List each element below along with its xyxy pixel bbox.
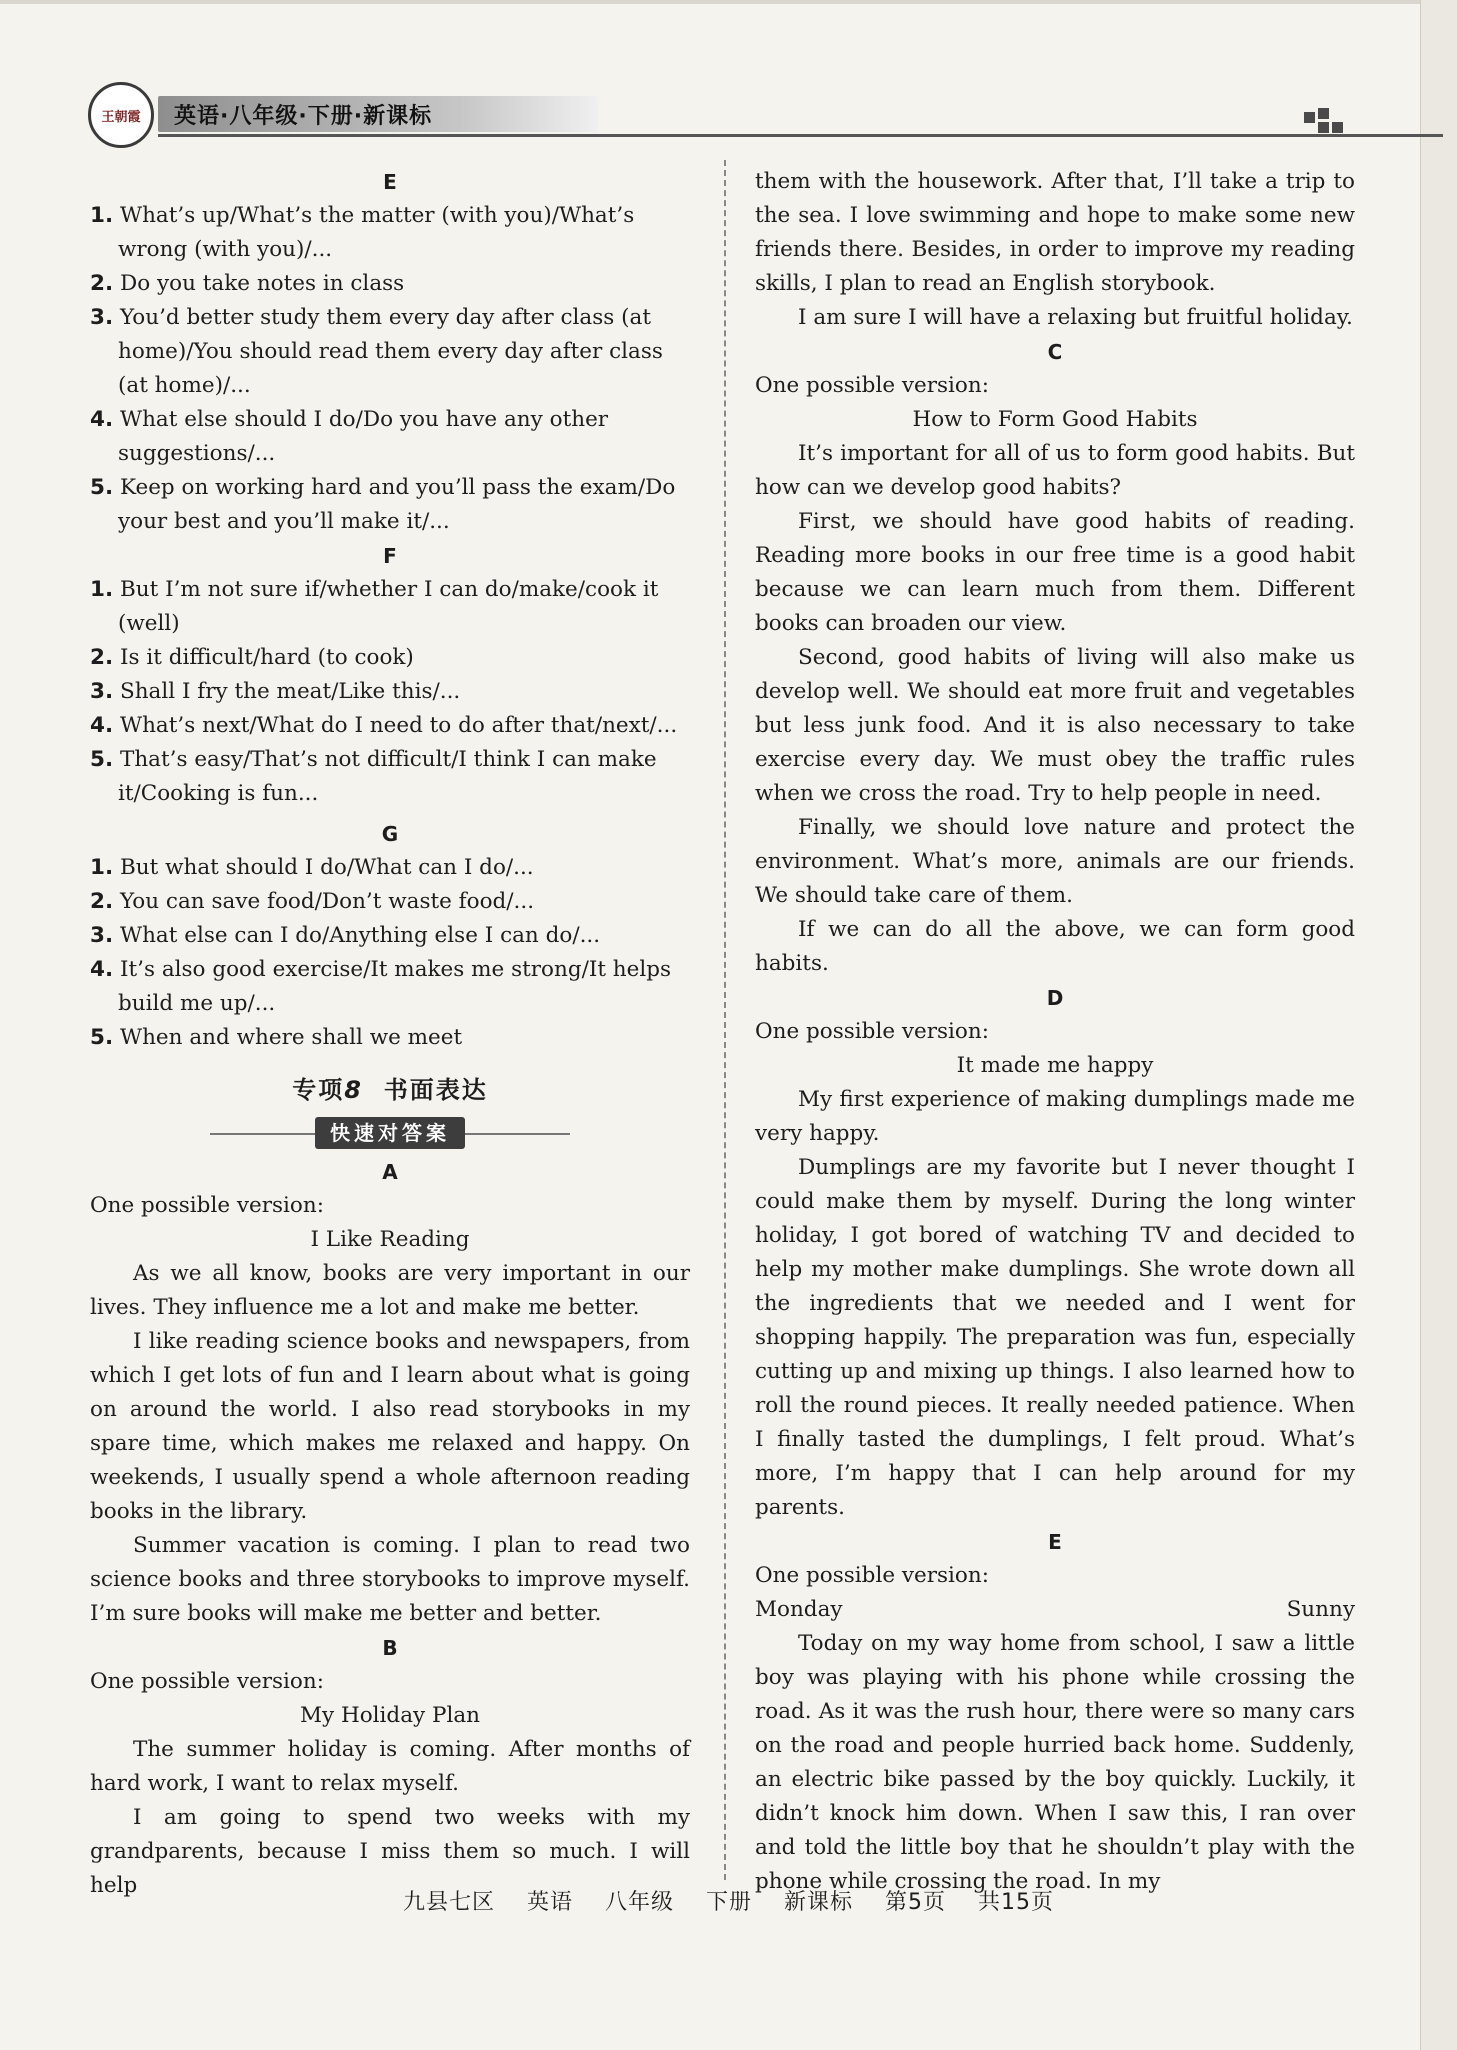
list-item: 1. But what should I do/What can I do/... [90,855,534,880]
essay-paragraph: Dumplings are my favorite but I never thought I could make them by myself. During the long winter holiday, I got bored of watching TV and decided to help my mother make dumplings. She wrote down all the ingredients that we needed and I went for shopping happily. The preparation was fun, especially cutting up and mixing up things. I also learned how to roll the round pieces. It really needed patience. When I finally tasted the dumplings, I felt proud. What’s more, I’m happy that I can help around for my parents. [755,1155,1355,1520]
essay-title: My Holiday Plan [299,1703,480,1728]
essay-paragraph: The summer holiday is coming. After months of hard work, I want to relax myself. [90,1737,690,1796]
list-item: 4. What else should I do/Do you have any other suggestions/... [90,407,609,466]
version-label: One possible version: [90,1193,324,1218]
answer-banner [210,1117,570,1151]
footer-region: 九县七区 [402,1890,495,1915]
essay-paragraph: Second, good habits of living will also make us develop well. We should eat more fruit and vegetables but less junk food. And it is also necessary to take exercise every day. We must obey the traffic rules when we cross the road. Try to help people in need. [755,645,1355,806]
footer-page: 第5页 [885,1890,947,1915]
section-letter-f: F [383,544,397,568]
topic-heading [90,1073,690,1107]
list-item: 1. What’s up/What’s the matter (with you)/What’s wrong (with you)/... [90,203,635,262]
essay-paragraph: First, we should have good habits of reading. Reading more books in our free time is a good habit because we can learn much from them. Different books can broaden our view. [755,509,1355,636]
section-letter-c: C [1047,340,1063,364]
essay-paragraph: Finally, we should love nature and protect the environment. What’s more, animals are our friends. We should take care of them. [755,815,1355,908]
decor-squares-icon [1304,108,1344,136]
essay-paragraph: I am going to spend two weeks with my grandparents, because I miss them so much. I will help [90,1805,690,1898]
section-e-list [90,199,690,539]
version-label: One possible version: [90,1669,324,1694]
list-item: 2. Do you take notes in class [90,271,405,296]
section-letter-g: G [381,822,399,846]
top-rule [0,0,1457,4]
topic-title: 书面表达 [383,1076,488,1104]
list-item: 5. That’s easy/That’s not difficult/I think I can make it/Cooking is fun... [90,747,657,806]
list-item: 5. Keep on working hard and you’ll pass the exam/Do your best and you’ll make it/... [90,475,676,534]
banner-label: 快速对答案 [315,1117,465,1149]
list-item: 2. You can save food/Don’t waste food/... [90,889,535,914]
header-rule [158,134,1443,137]
section-f-list [90,573,690,811]
essay-paragraph: Today on my way home from school, I saw a little boy was playing with his phone while crossing the road. As it was the rush hour, there were so many cars on the road and people hurried back home. Suddenly, an electric bike passed by the boy quickly. Luckily, it didn’t knock him down. When I saw this, I ran over and told the little boy that he shouldn’t play with the phone while crossing the road. In my [755,1631,1355,1894]
list-item: 1. But I’m not sure if/whether I can do/make/cook it (well) [90,577,659,636]
footer-grade: 八年级 [604,1890,674,1915]
essay-title: I Like Reading [310,1227,470,1252]
list-item: 3. What else can I do/Anything else I can do/... [90,923,601,948]
essay-paragraph: Summer vacation is coming. I plan to read two science books and three storybooks to improve myself. I’m sure books will make me better and better. [90,1533,690,1626]
list-item: 2. Is it difficult/hard (to cook) [90,645,414,670]
footer [0,1885,1457,1916]
version-label: One possible version: [755,373,989,398]
footer-volume: 下册 [706,1890,753,1915]
version-label: One possible version: [755,1563,989,1588]
left-column [90,165,690,1903]
list-item: 5. When and where shall we meet [90,1025,463,1050]
diary-header [755,1593,1355,1627]
footer-total: 共15页 [978,1890,1055,1915]
essay-paragraph: I am sure I will have a relaxing but fruitful holiday. [798,305,1353,330]
page-edge [1420,0,1457,2050]
footer-edition: 新课标 [784,1890,854,1915]
essay-paragraph: I like reading science books and newspapers, from which I get lots of fun and I learn about what is going on around the world. I also read storybooks in my spare time, which makes me relaxed and happy. On weekends, I usually spend a whole afternoon reading books in the library. [90,1329,690,1524]
section-letter-e-right: E [1048,1530,1062,1554]
section-letter-a: A [382,1160,398,1184]
header [88,82,1368,132]
essay-paragraph: My first experience of making dumplings made me very happy. [755,1087,1355,1146]
topic-prefix: 专项 [292,1076,345,1104]
version-label: One possible version: [755,1019,989,1044]
essay-paragraph: It’s important for all of us to form good habits. But how can we develop good habits? [755,441,1355,500]
section-g-list [90,851,690,1055]
list-item: 3. Shall I fry the meat/Like this/... [90,679,461,704]
list-item: 3. You’d better study them every day after class (at home)/You should read them every day after class (at home)/... [90,305,663,398]
essay-title: It made me happy [956,1053,1154,1078]
essay-paragraph: them with the housework. After that, I’ll take a trip to the sea. I love swimming and hope to make some new friends there. Besides, in order to improve my reading skills, I plan to read an English storybook. [755,169,1355,296]
right-column [755,165,1355,1899]
list-item: 4. What’s next/What do I need to do after that/next/... [90,713,678,738]
diary-weather: Sunny [1286,1597,1355,1622]
logo-text: 王朝霞 [101,109,141,125]
section-letter-b: B [382,1636,398,1660]
section-letter-d: D [1046,986,1064,1010]
diary-day: Monday [755,1597,843,1622]
essay-paragraph: If we can do all the above, we can form good habits. [755,917,1355,976]
list-item: 4. It’s also good exercise/It makes me strong/It helps build me up/... [90,957,672,1016]
column-divider [724,160,727,1880]
brand-logo-icon [88,82,154,148]
header-bar [158,96,598,132]
topic-number: 8 [344,1076,363,1104]
essay-paragraph: As we all know, books are very important in our lives. They influence me a lot and make me better. [90,1261,690,1320]
footer-subject: 英语 [526,1890,573,1915]
header-title: 英语·八年级·下册·新课标 [174,103,433,129]
essay-title: How to Form Good Habits [912,407,1198,432]
section-letter-e: E [383,170,397,194]
